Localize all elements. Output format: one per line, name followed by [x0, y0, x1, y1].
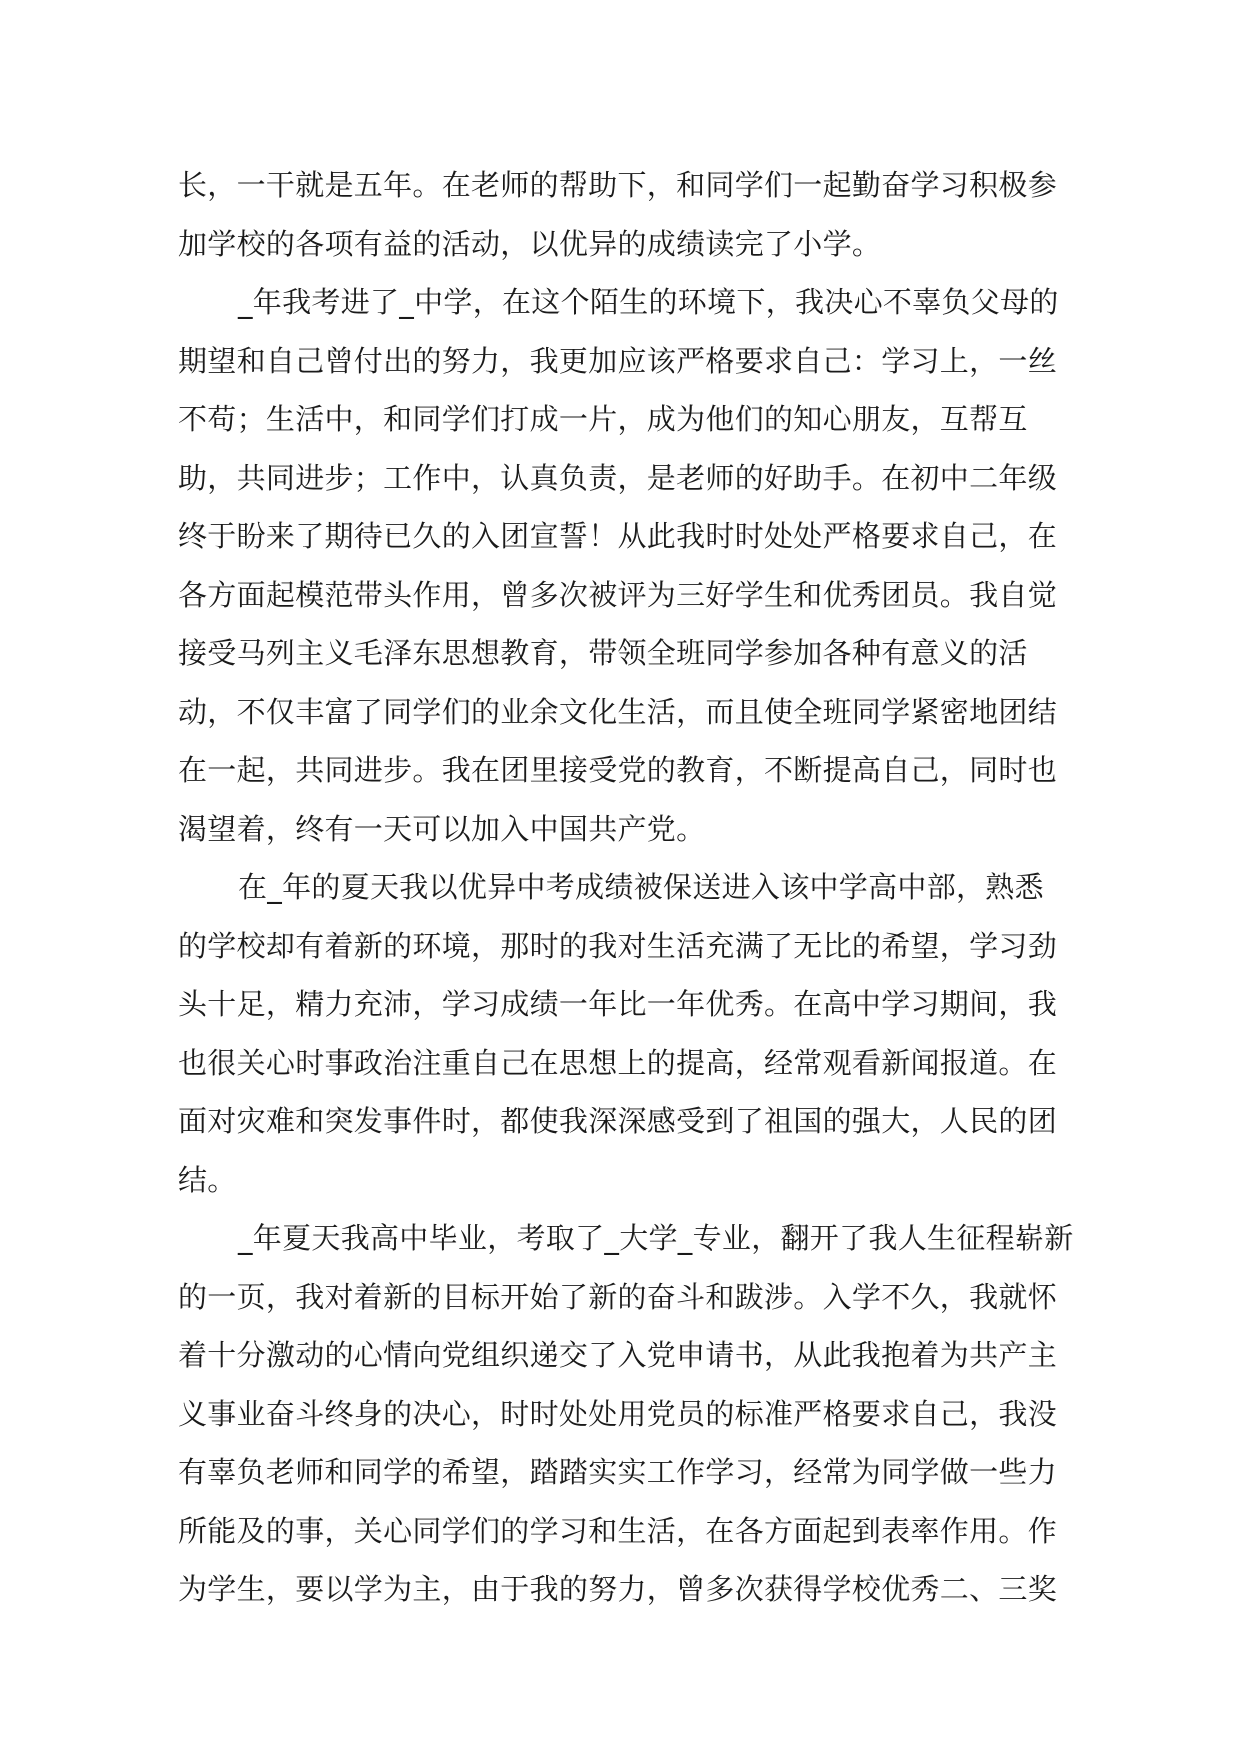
text-line: 动，不仅丰富了同学们的业余文化生活，而且使全班同学紧密地团结	[178, 694, 1058, 729]
text-line: 结。	[178, 1162, 237, 1197]
text-line: 期望和自己曾付出的努力，我更加应该严格要求自己：学习上，一丝	[178, 343, 1058, 378]
text-line: 有辜负老师和同学的希望，踏踏实实工作学习，经常为同学做一些力	[178, 1455, 1058, 1489]
text-line: 着十分激动的心情向党组织递交了入党申请书，从此我抱着为共产主	[178, 1338, 1058, 1372]
text-line: 加学校的各项有益的活动，以优异的成绩读完了小学。	[178, 226, 882, 261]
text-line: 也很关心时事政治注重自己在思想上的提高，经常观看新闻报道。在	[178, 1045, 1058, 1080]
text-line: 不苟；生活中，和同学们打成一片，成为他们的知心朋友，互帮互	[178, 402, 1028, 436]
paragraph-first-line: _年我考进了_中学，在这个陌生的环境下，我决心不辜负父母的	[238, 285, 1059, 319]
paragraph-first-line: 在_年的夏天我以优异中考成绩被保送进入该中学高中部，熟悉	[238, 870, 1044, 904]
text-line: 长，一干就是五年。在老师的帮助下，和同学们一起勤奋学习积极参	[178, 168, 1058, 202]
text-line: 为学生，要以学为主，由于我的努力，曾多次获得学校优秀二、三奖	[178, 1572, 1058, 1606]
paragraph-first-line: _年夏天我高中毕业，考取了_大学_专业，翻开了我人生征程崭新	[238, 1221, 1074, 1255]
text-line: 面对灾难和突发事件时，都使我深深感受到了祖国的强大，人民的团	[178, 1104, 1058, 1138]
text-line: 在一起，共同进步。我在团里接受党的教育，不断提高自己，同时也	[178, 753, 1058, 787]
text-line: 各方面起模范带头作用，曾多次被评为三好学生和优秀团员。我自觉	[178, 577, 1058, 612]
text-line: 义事业奋斗终身的决心，时时处处用党员的标准严格要求自己，我没	[178, 1396, 1058, 1431]
text-line: 终于盼来了期待已久的入团宣誓！从此我时时处处严格要求自己，在	[178, 519, 1058, 553]
text-line: 助，共同进步；工作中，认真负责，是老师的好助手。在初中二年级	[178, 460, 1058, 495]
text-line: 所能及的事，关心同学们的学习和生活，在各方面起到表率作用。作	[178, 1513, 1058, 1548]
text-line: 的一页，我对着新的目标开始了新的奋斗和跋涉。入学不久，我就怀	[178, 1279, 1058, 1314]
text-line: 的学校却有着新的环境，那时的我对生活充满了无比的希望，学习劲	[178, 928, 1058, 963]
text-line: 接受马列主义毛泽东思想教育，带领全班同学参加各种有意义的活	[178, 636, 1028, 670]
text-line: 头十足，精力充沛，学习成绩一年比一年优秀。在高中学习期间，我	[178, 987, 1058, 1021]
text-line: 渴望着，终有一天可以加入中国共产党。	[178, 811, 706, 846]
document-body	[178, 156, 1074, 1619]
